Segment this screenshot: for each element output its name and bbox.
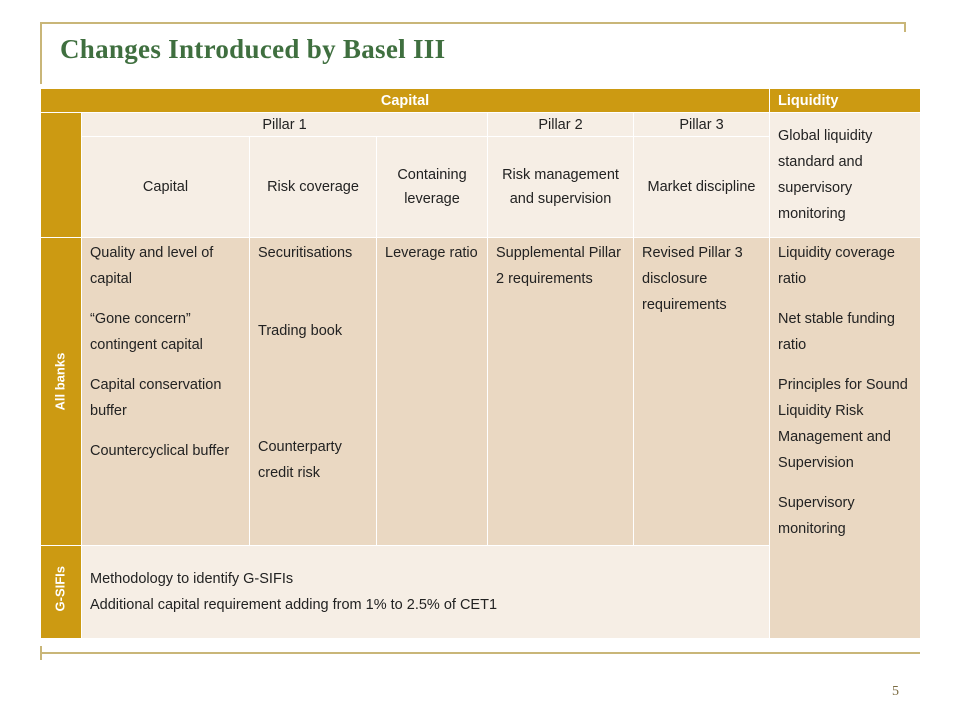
slide-title: Changes Introduced by Basel III xyxy=(60,34,446,64)
header-row xyxy=(41,89,921,113)
risk-coverage-item: Trading book xyxy=(258,323,343,339)
risk-coverage-item: Counterparty credit risk xyxy=(258,439,342,481)
pillar3-header: Pillar 3 xyxy=(634,113,770,137)
side-blank xyxy=(41,113,82,238)
frame-left-line xyxy=(40,22,42,84)
liquidity-subheader: Global liquidity standard and supervisory monitoring xyxy=(770,113,921,238)
liquidity-item: Liquidity coverage ratio xyxy=(778,245,895,287)
pillar1-header: Pillar 1 xyxy=(82,113,488,137)
pillar2-cell: Supplemental Pillar 2 requirements xyxy=(488,238,634,546)
footer-line xyxy=(40,652,920,654)
sub-market-discipline: Market discipline xyxy=(634,137,770,238)
sub-containing-leverage: Containing leverage xyxy=(377,137,488,238)
sub-risk-management: Risk management and supervision xyxy=(488,137,634,238)
liquidity-items-cell xyxy=(770,238,921,639)
all-banks-label xyxy=(41,238,82,546)
capital-item: Countercyclical buffer xyxy=(90,443,230,459)
gsifi-label xyxy=(41,546,82,639)
capital-item: Quality and level of capital xyxy=(90,245,214,287)
gsifi-line-2: Additional capital requirement adding from 1% to 2.5% of CET1 xyxy=(90,597,498,613)
sub-risk-coverage: Risk coverage xyxy=(250,137,377,238)
gsifi-cell xyxy=(82,546,770,639)
liquidity-item: Principles for Sound Liquidity Risk Management and Supervision xyxy=(778,377,908,471)
risk-coverage-cell xyxy=(250,238,377,546)
gsifi-line-1: Methodology to identify G-SIFIs xyxy=(90,571,294,587)
liquidity-item: Supervisory monitoring xyxy=(778,495,855,537)
pillar2-header: Pillar 2 xyxy=(488,113,634,137)
pillar3-cell: Revised Pillar 3 disclosure requirements xyxy=(634,238,770,546)
all-banks-row xyxy=(41,238,921,546)
liquidity-header: Liquidity xyxy=(770,89,921,113)
sub-capital: Capital xyxy=(82,137,250,238)
capital-items-cell xyxy=(82,238,250,546)
liquidity-item: Net stable funding ratio xyxy=(778,311,895,353)
leverage-cell: Leverage ratio xyxy=(377,238,488,546)
all-banks-text: All banks xyxy=(52,352,68,411)
capital-item: “Gone concern” contingent capital xyxy=(90,311,203,353)
risk-coverage-item: Securitisations xyxy=(258,245,353,261)
pillar-row xyxy=(41,113,921,137)
gsifi-text: G-SIFIs xyxy=(52,565,68,611)
frame-top-right-tick xyxy=(904,22,906,32)
frame-top-line xyxy=(40,22,906,24)
capital-item: Capital conservation buffer xyxy=(90,377,222,419)
capital-header: Capital xyxy=(41,89,770,113)
page-number: 5 xyxy=(892,684,899,699)
basel-table xyxy=(40,88,921,639)
